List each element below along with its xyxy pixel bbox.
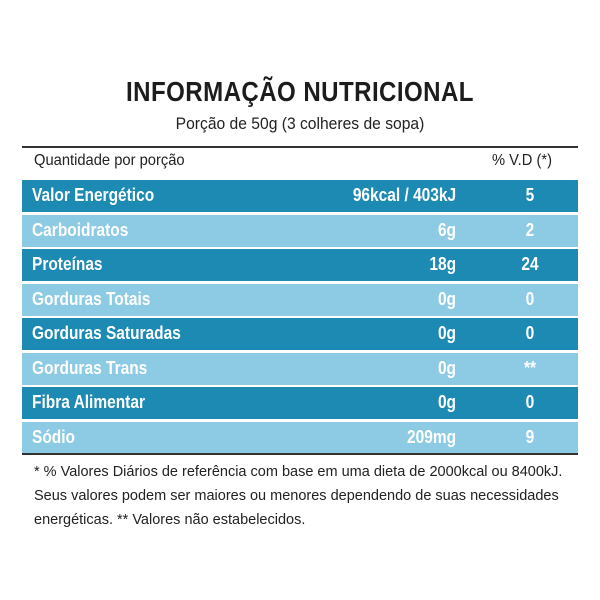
table-row	[22, 318, 578, 350]
bottom-divider	[22, 453, 578, 455]
nutrient-amount: 18g	[429, 254, 456, 274]
quantity-header: Quantidade por porção	[34, 152, 185, 169]
nutrient-amount: 0g	[437, 392, 456, 412]
nutrient-dv: 5	[525, 185, 535, 205]
nutrition-table	[22, 180, 578, 456]
nutrient-dv: 2	[525, 219, 535, 240]
footnote: * % Valores Diários de referência com base em uma dieta de 2000kcal ou 8400kJ. Seus valores podem ser maiores ou menores dependendo de suas necessidades energéticas. ** Valores não estabelecidos.	[34, 464, 563, 528]
table-row	[22, 180, 578, 212]
nutrient-amount: 6g	[437, 219, 456, 240]
top-divider	[22, 146, 578, 148]
nutrient-dv: 0	[525, 323, 535, 343]
nutrient-name: Gorduras Saturadas	[32, 323, 181, 343]
nutrient-amount: 96kcal / 403kJ	[352, 185, 456, 205]
nutrient-amount: 0g	[437, 323, 456, 343]
nutrient-amount: 209mg	[406, 426, 456, 447]
table-row	[22, 249, 578, 281]
table-header	[22, 150, 578, 176]
nutrition-title: INFORMAÇÃO NUTRICIONAL	[126, 76, 474, 107]
nutrient-dv: 0	[525, 392, 535, 412]
table-row	[22, 284, 578, 316]
table-row	[22, 215, 578, 247]
nutrient-amount: 0g	[437, 288, 456, 309]
nutrient-dv: 24	[521, 254, 539, 274]
nutrient-name: Gorduras Trans	[32, 357, 148, 378]
nutrient-dv: 0	[525, 288, 535, 309]
nutrient-dv: **	[523, 357, 537, 378]
nutrient-name: Carboidratos	[32, 219, 129, 240]
nutrient-name: Proteínas	[32, 254, 103, 274]
nutrient-name: Fibra Alimentar	[32, 392, 145, 412]
table-row	[22, 353, 578, 385]
table-row	[22, 422, 578, 454]
nutrient-name: Valor Energético	[32, 185, 155, 205]
nutrient-name: Gorduras Totais	[32, 288, 151, 309]
nutrient-dv: 9	[525, 426, 535, 447]
daily-value-header: % V.D (*)	[492, 152, 552, 169]
serving-size: Porção de 50g (3 colheres de sopa)	[175, 114, 425, 133]
nutrient-amount: 0g	[437, 357, 456, 378]
nutrient-name: Sódio	[32, 426, 75, 447]
table-row	[22, 387, 578, 419]
